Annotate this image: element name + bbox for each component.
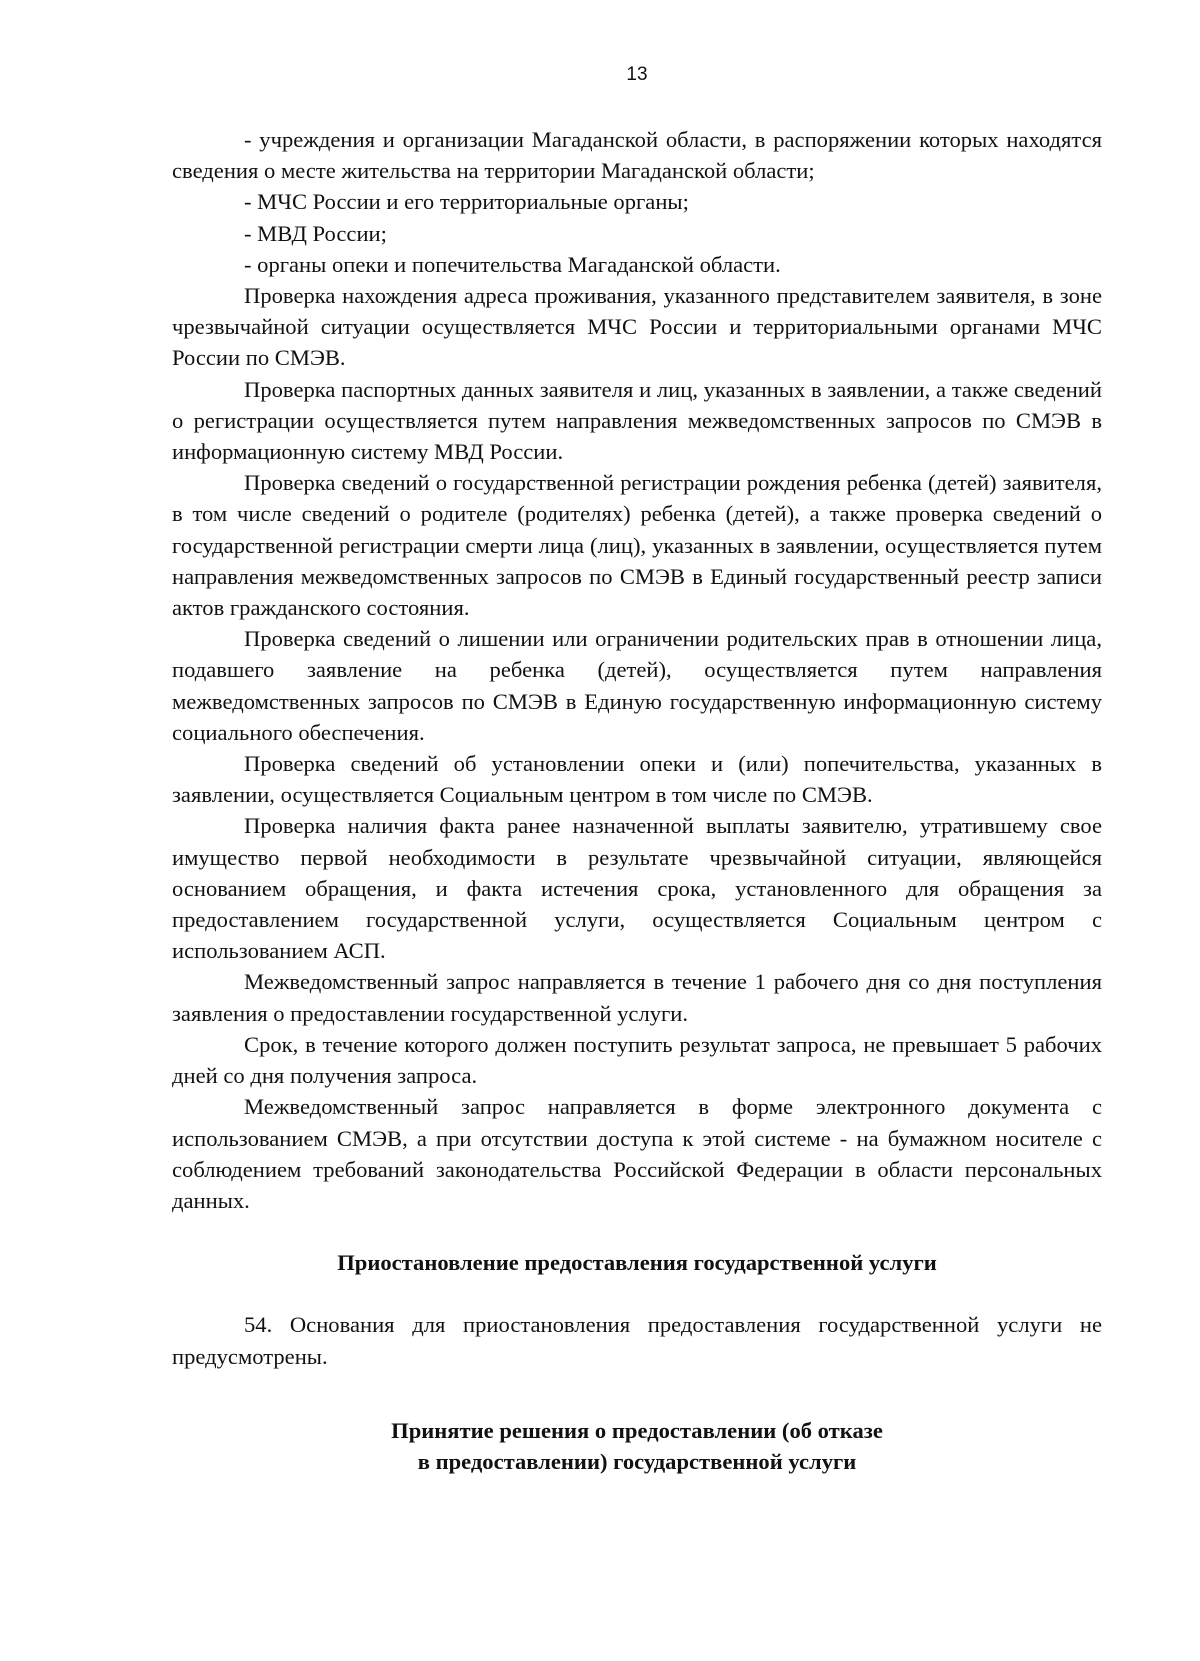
- agency-list: [172, 124, 1102, 280]
- section-heading-line-2: в предоставлении) государственной услуги: [417, 1448, 857, 1474]
- paragraph: Проверка сведений об установлении опеки и (или) попечительства, указанных в заявлении, осуществляется Социальным центром в том числе по СМЭВ.: [172, 751, 1102, 808]
- paragraph: Межведомственный запрос направляется в течение 1 рабочего дня со дня поступления заявления о предоставлении государственной услуги.: [172, 969, 1102, 1026]
- page-number: 13: [626, 64, 648, 85]
- paragraph-54: 54. Основания для приостановления предоставления государственной услуги не предусмотрены.: [172, 1312, 1102, 1369]
- list-item: - МВД России;: [244, 220, 387, 246]
- paragraph: Срок, в течение которого должен поступить результат запроса, не превышает 5 рабочих дней со дня получения запроса.: [172, 1031, 1102, 1089]
- paragraph: Проверка паспортных данных заявителя и лиц, указанных в заявлении, а также сведений о регистрации осуществляется путем направления межведомственных запросов по СМЭВ в информационную систему МВД России.: [172, 376, 1102, 465]
- list-item: - учреждения и организации Магаданской области, в распоряжении которых находятся сведения о месте жительства на территории Магаданской области;: [172, 127, 1102, 184]
- list-item: - МЧС России и его территориальные органы;: [244, 189, 689, 215]
- section-heading-suspension: Приостановление предоставления государственной услуги: [337, 1250, 937, 1276]
- paragraph: Проверка сведений о лишении или ограничении родительских прав в отношении лица, подавшего заявление на ребенка (детей), осуществляется путем направления межведомственных запросов по СМЭВ в Единую государственную информационную систему социального обеспечения.: [172, 626, 1102, 745]
- paragraph: Проверка нахождения адреса проживания, указанного представителем заявителя, в зоне чрезвычайной ситуации осуществляется МЧС России и территориальными органами МЧС России по СМЭВ.: [172, 283, 1102, 371]
- section-heading-decision: [172, 1415, 1102, 1477]
- list-item: - органы опеки и попечительства Магаданской области.: [244, 251, 781, 277]
- section-heading-line-1: Принятие решения о предоставлении (об отказе: [391, 1417, 883, 1443]
- paragraph: Проверка сведений о государственной регистрации рождения ребенка (детей) заявителя, в том числе сведений о родителе (родителях) ребенка (детей), а также проверка сведений о государственной регистрации смерти лица (лиц), указанных в заявлении, осуществляется путем направления межведомственных запросов по СМЭВ в Единый государственный реестр записи актов гражданского состояния.: [172, 470, 1102, 621]
- paragraph: Межведомственный запрос направляется в форме электронного документа с использованием СМЭВ, а при отсутствии доступа к этой системе - на бумажном носителе с соблюдением требований законодательства Российской Федерации в области персональных данных.: [172, 1094, 1102, 1213]
- document-page: [172, 64, 1102, 1477]
- paragraph: Проверка наличия факта ранее назначенной выплаты заявителю, утратившему свое имущество первой необходимости в результате чрезвычайной ситуации, являющейся основанием обращения, и факта истечения срока, установленного для обращения за предоставлением государственной услуги, осуществляется Социальным центром с использованием АСП.: [172, 813, 1102, 964]
